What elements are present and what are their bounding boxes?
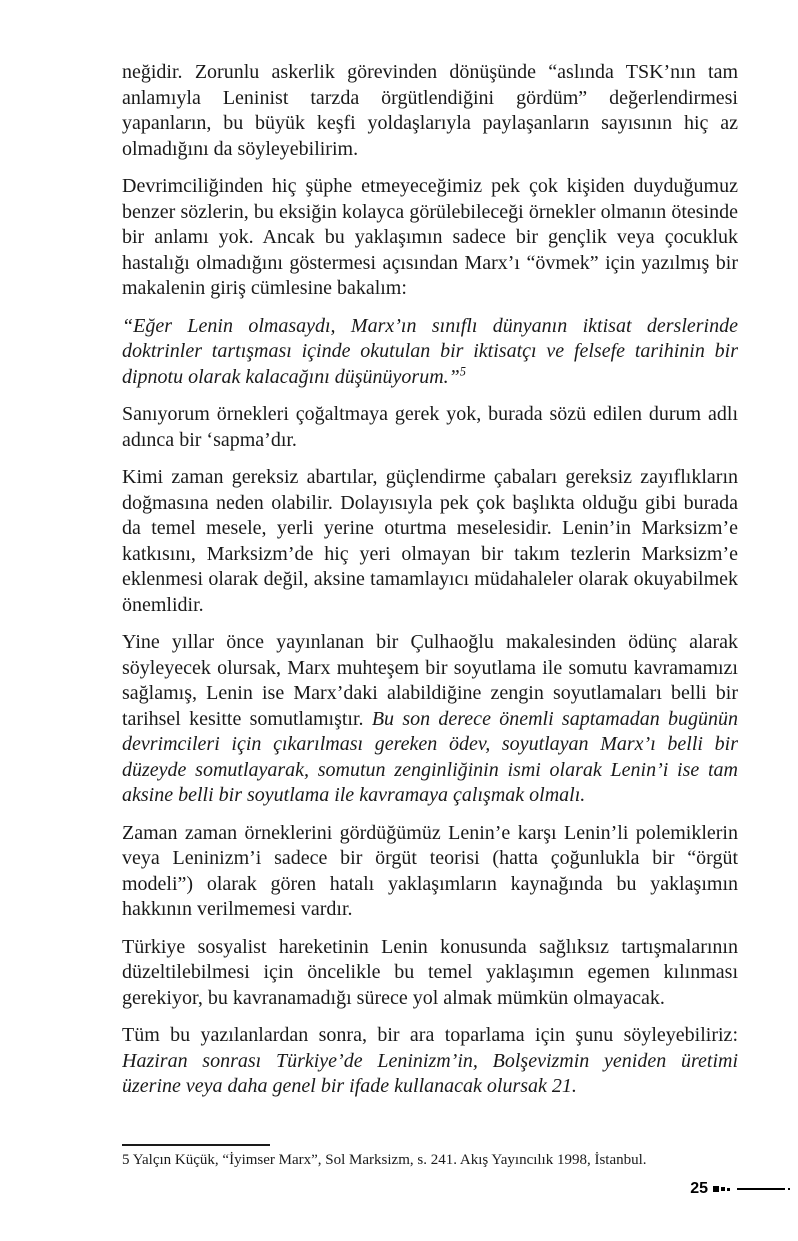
footnote-reference: 5 bbox=[459, 363, 466, 378]
dot-ornament-icon bbox=[788, 1188, 790, 1190]
paragraph bbox=[122, 402, 738, 453]
square-ornament-icon bbox=[721, 1187, 725, 1191]
paragraph-text: Kimi zaman gereksiz abartılar, güçlendirme çabaları gereksiz zayıflıkların doğmasına neden olabilir. Dolayısıyla pek çok başlıkta olduğu gibi burada da temel mesele, yerli yerine oturtma meselesidir. Lenin’in Marksizm’e katkısını, Marksizm’de hiç yeri olmayan bir takım tezlerin Marksizm’e eklenmesi olarak değil, aksine tamamlayıcı müdahaleler olarak okuyabilmek önemlidir. bbox=[122, 466, 738, 616]
body-text bbox=[122, 60, 738, 1138]
page-number: 25 bbox=[690, 1180, 708, 1197]
paragraph-emphasis-text: Haziran sonrası Türkiye’de Leninizm’in, Bolşevizmin yeniden üretimi üzerine veya daha genel bir ifade kullanacak olursak 21. bbox=[122, 1049, 738, 1097]
footnote: 5 Yalçın Küçük, “İyimser Marx”, Sol Marksizm, s. 241. Akış Yayıncılık 1998, İstanbul. bbox=[122, 1152, 647, 1168]
paragraph bbox=[122, 630, 738, 809]
paragraph-text: Türkiye sosyalist hareketinin Lenin konusunda sağlıksız tartışmalarının düzeltilebilmesi için öncelikle bu temel yaklaşımın egemen kılınması gerekiyor, bu kavranamadığı sürece yol almak mümkün olmayacak. bbox=[122, 935, 738, 1009]
footnote-separator bbox=[122, 1144, 270, 1146]
paragraph-text: Sanıyorum örnekleri çoğaltmaya gerek yok, burada sözü edilen durum adlı adınca bir ‘sapma’dır. bbox=[122, 403, 738, 451]
paragraph-emphasis-text: Bu son derece önemli saptamadan bugünün devrimcileri için çıkarılması gereken ödev, soyutlayan Marx’ı belli bir düzeyde somutlayarak, somutun zenginliğinin ismi olarak Lenin’i ise tam aksine belli bir soyutlama ile kavramaya çalışmak olmalı. bbox=[122, 707, 738, 806]
square-ornament-icon bbox=[713, 1186, 719, 1192]
paragraph bbox=[122, 821, 738, 923]
paragraph-text: Zaman zaman örneklerini gördüğümüz Lenin’e karşı Lenin’li polemiklerin veya Leninizm’i sadece bir örgüt teorisi (hatta çoğunlukla bir “örgüt modeli”) olarak gören hatalı yaklaşımların kaynağında bu yaklaşımın hakkının verilmemesi vardır. bbox=[122, 821, 738, 920]
paragraph bbox=[122, 60, 738, 162]
block-quote bbox=[122, 314, 738, 391]
paragraph bbox=[122, 465, 738, 618]
paragraph-text: Devrimciliğinden hiç şüphe etmeyeceğimiz pek çok kişiden duyduğumuz benzer sözlerin, bu eksiğin kolayca görülebileceği örnekler olmanın ötesinde bir anlamı yok. Ancak bu yaklaşımın sadece bir gençlik veya çocukluk hastalığı olmadığını göstermesi açısından Marx’ı “övmek” için yazılmış bir makalenin giriş cümlesine bakalım: bbox=[122, 175, 738, 299]
paragraph-text: Yine yıllar önce yayınlanan bir Çulhaoğlu makalesinden ödünç alarak söyleyecek olursak, Marx muhteşem bir soyutlama ile somutu kavramamızı sağlamış, Lenin ise Marx’daki alabildiğine zengin soyutlamaları belli bir tarihsel kesitte somutlamıştır. bbox=[122, 631, 738, 730]
page-number-ornament bbox=[713, 1186, 790, 1192]
rule-ornament bbox=[737, 1188, 785, 1190]
paragraph bbox=[122, 1023, 738, 1100]
page-footer bbox=[690, 1180, 790, 1198]
square-ornament-icon bbox=[727, 1188, 730, 1191]
paragraph-text: neğidir. Zorunlu askerlik görevinden dönüşünde “aslında TSK’nın tam anlamıyla Leninist tarzda örgütlendiğini gördüm” değerlendirmesi yapanların, bu büyük keşfi yoldaşlarıyla paylaşanların sayısının hiç az olmadığını da söyleyebilirim. bbox=[122, 61, 738, 160]
quote-text: “Eğer Lenin olmasaydı, Marx’ın sınıflı dünyanın iktisat derslerinde doktrinler tartışması içinde okutulan bir iktisatçı ve felsefe tarihinin bir dipnotu olarak kalacağını düşünüyorum.” bbox=[122, 314, 738, 388]
paragraph-text: Tüm bu yazılanlardan sonra, bir ara toparlama için şunu söyleyebiliriz: bbox=[122, 1024, 738, 1046]
paragraph bbox=[122, 174, 738, 302]
paragraph bbox=[122, 935, 738, 1012]
